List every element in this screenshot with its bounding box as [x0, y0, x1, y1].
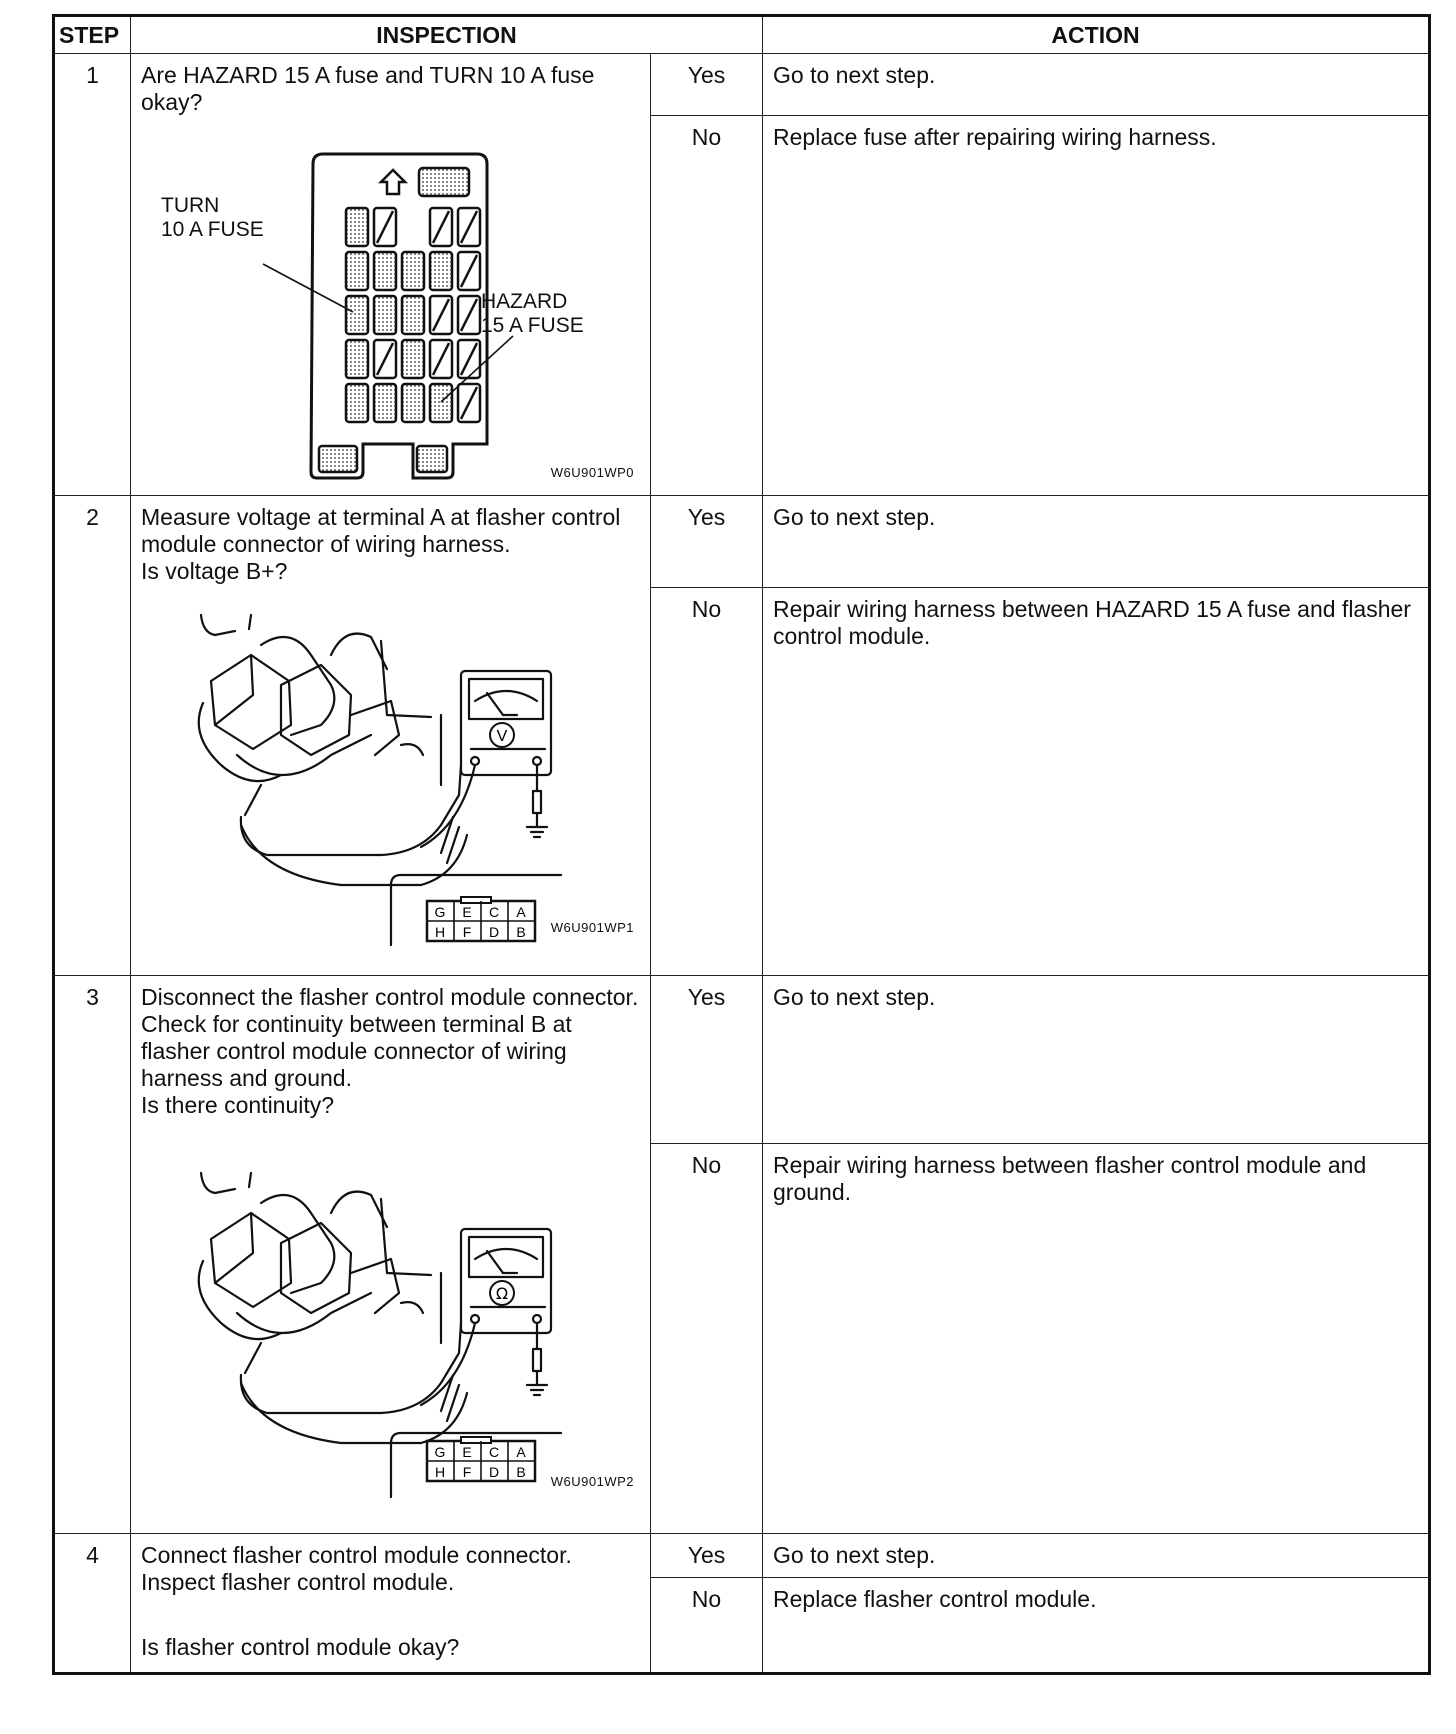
terminal-label: E	[462, 904, 472, 920]
meter-symbol: Ω	[495, 1284, 509, 1303]
terminal-label: G	[434, 904, 446, 920]
no-action: Repair wiring harness between flasher control module and ground.	[763, 1144, 1430, 1534]
terminal-label: D	[488, 924, 500, 940]
step-4-yes-row	[54, 1534, 1430, 1578]
action-header: ACTION	[763, 16, 1430, 54]
step-1-yes-row	[54, 54, 1430, 116]
terminal-label: A	[516, 1444, 526, 1460]
step-4-inspection	[131, 1534, 651, 1674]
inspection-question: Are HAZARD 15 A fuse and TURN 10 A fuse okay?	[141, 62, 595, 115]
header-row	[54, 16, 1430, 54]
hazard-fuse-callout: HAZARD 15 A FUSE	[481, 290, 584, 337]
terminal-label: F	[462, 1464, 472, 1480]
terminal-label: F	[462, 924, 472, 940]
no-action: Replace flasher control module.	[763, 1578, 1430, 1674]
step-1-inspection	[131, 54, 651, 496]
yes-action: Go to next step.	[763, 976, 1430, 1144]
continuity-measurement-figure	[141, 1119, 640, 1501]
terminal-label: G	[434, 1444, 446, 1460]
inspection-question: Disconnect the flasher control module connector. Check for continuity between terminal B at flasher control module connector of wiring harness and ground. Is there continuity?	[141, 984, 639, 1118]
yes-action: Go to next step.	[763, 54, 1430, 116]
voltage-measurement-figure	[141, 585, 640, 947]
step-3-inspection	[131, 976, 651, 1534]
fuse-block-figure	[141, 116, 640, 492]
terminal-label: A	[516, 904, 526, 920]
no-label: No	[651, 1578, 763, 1674]
terminal-label: E	[462, 1444, 472, 1460]
inspection-header: INSPECTION	[131, 16, 763, 54]
step-2-yes-row	[54, 496, 1430, 588]
terminal-label: B	[516, 924, 526, 940]
step-2-inspection	[131, 496, 651, 976]
inspection-question-final: Is flasher control module okay?	[141, 1634, 460, 1660]
inspection-question: Connect flasher control module connector. Inspect flasher control module.	[141, 1542, 572, 1595]
step-3-yes-row	[54, 976, 1430, 1144]
terminal-label: H	[434, 1464, 446, 1480]
meter-symbol: V	[496, 728, 508, 745]
step-number: 1	[54, 54, 131, 496]
yes-label: Yes	[651, 496, 763, 588]
terminal-label: H	[434, 924, 446, 940]
no-label: No	[651, 116, 763, 496]
yes-label: Yes	[651, 976, 763, 1144]
figure-code: W6U901WP1	[550, 920, 634, 935]
step-number: 4	[54, 1534, 131, 1674]
terminal-label: C	[488, 904, 500, 920]
voltmeter-harness-drawing	[141, 585, 641, 947]
yes-label: Yes	[651, 54, 763, 116]
figure-code: W6U901WP0	[550, 465, 634, 480]
terminal-label: B	[516, 1464, 526, 1480]
inspection-question: Measure voltage at terminal A at flasher control module connector of wiring harness. Is voltage B+?	[141, 504, 621, 584]
diagnostic-table	[52, 14, 1431, 1675]
terminal-label: C	[488, 1444, 500, 1460]
step-header: STEP	[54, 16, 131, 54]
ohmmeter-harness-drawing	[141, 1119, 641, 1501]
yes-label: Yes	[651, 1534, 763, 1578]
step-number: 2	[54, 496, 131, 976]
terminal-label: D	[488, 1464, 500, 1480]
no-label: No	[651, 1144, 763, 1534]
turn-fuse-callout: TURN 10 A FUSE	[161, 194, 264, 241]
no-action: Repair wiring harness between HAZARD 15 A fuse and flasher control module.	[763, 588, 1430, 976]
yes-action: Go to next step.	[763, 1534, 1430, 1578]
figure-code: W6U901WP2	[550, 1474, 634, 1489]
diagnostic-page	[52, 14, 1428, 1710]
no-action: Replace fuse after repairing wiring harness.	[763, 116, 1430, 496]
no-label: No	[651, 588, 763, 976]
yes-action: Go to next step.	[763, 496, 1430, 588]
step-number: 3	[54, 976, 131, 1534]
